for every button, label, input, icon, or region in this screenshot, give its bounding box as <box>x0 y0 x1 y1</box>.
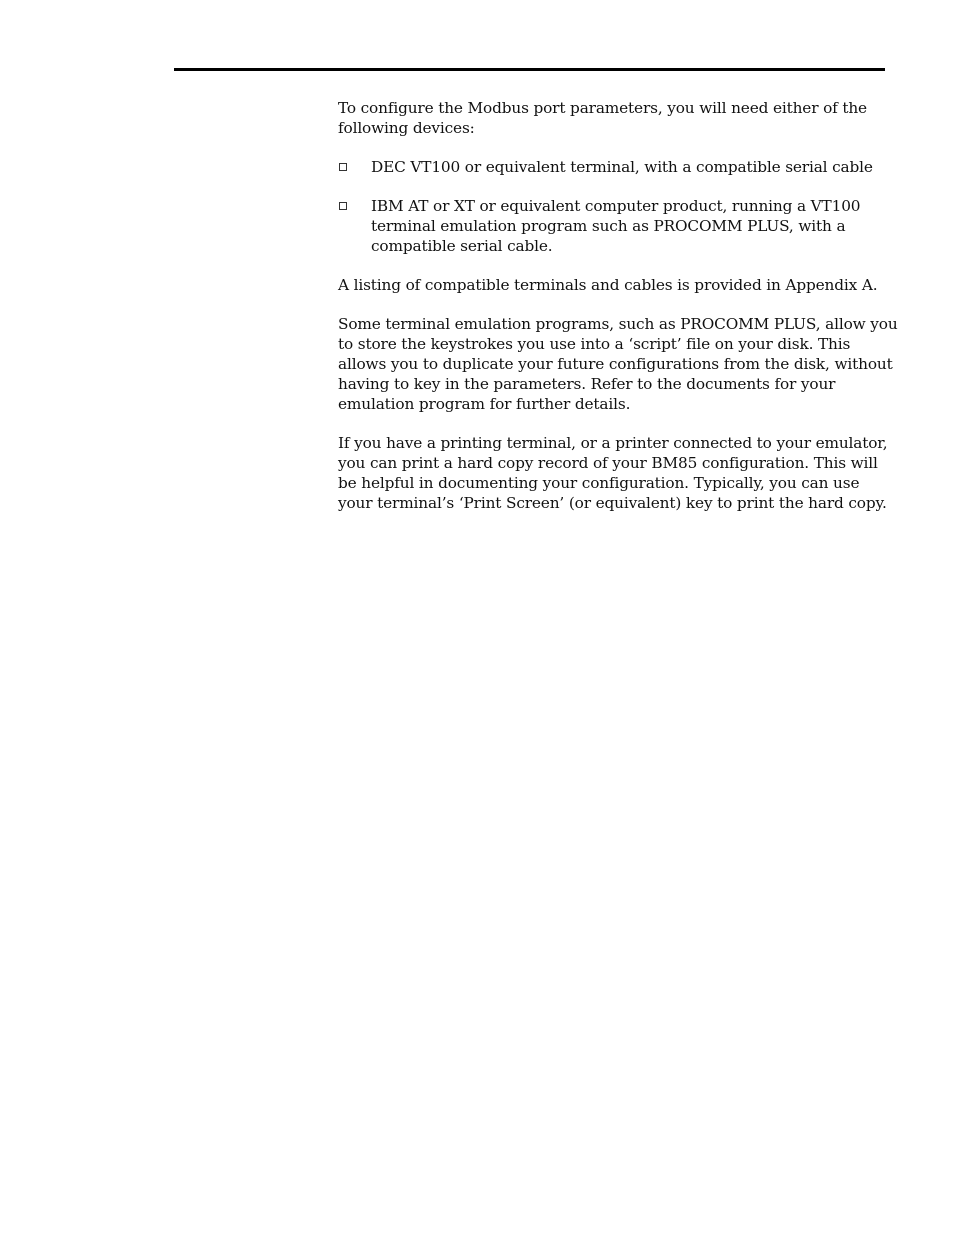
device-list-item-text: IBM AT or XT or equivalent computer product, running a VT100 terminal emulation program such as PROCOMM PLUS, with a compatible serial cable. <box>371 197 861 255</box>
emulation-paragraph: Some terminal emulation programs, such as PROCOMM PLUS, allow you to store the keystrokes you use into a ‘script’ file on your disk. This allows you to duplicate your future configurations from the disk, without having to key in the parameters. Refer to the documents for your emulation program for further details. <box>338 315 898 413</box>
device-list-item <box>338 157 898 177</box>
device-list-item-text: DEC VT100 or equivalent terminal, with a compatible serial cable <box>371 158 873 176</box>
page-body <box>338 98 898 532</box>
listing-paragraph: A listing of compatible terminals and cables is provided in Appendix A. <box>338 276 878 294</box>
printing-paragraph: If you have a printing terminal, or a printer connected to your emulator, you can print a hard copy record of your BM85 configuration. This will be helpful in documenting your configuration. Typically, you can use your terminal’s ‘Print Screen’ (or equivalent) key to print the hard copy. <box>338 434 888 512</box>
header-rule <box>174 68 885 71</box>
intro-paragraph: To configure the Modbus port parameters, you will need either of the following devices: <box>338 99 867 137</box>
device-list-item <box>338 196 898 256</box>
checkbox-bullet-icon <box>339 202 347 210</box>
checkbox-bullet-icon <box>339 163 347 171</box>
